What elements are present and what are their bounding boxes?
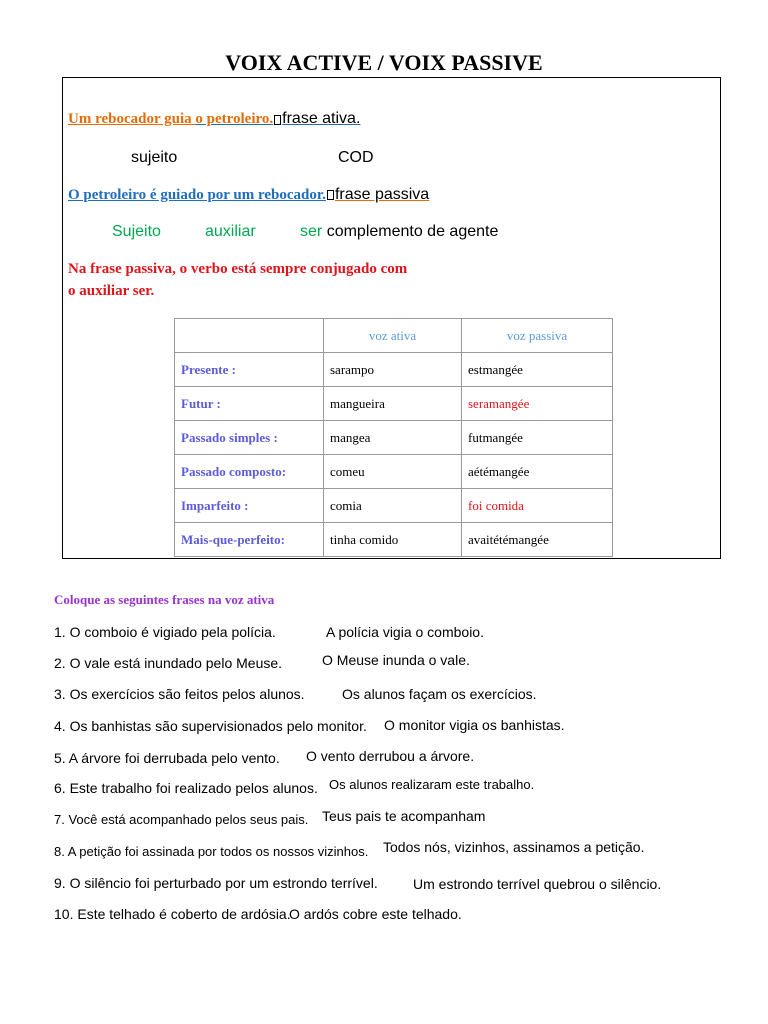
- exercise-answer: A polícia vigia o comboio.: [326, 624, 484, 640]
- label-ser-complemento: [300, 223, 498, 241]
- exercise-answer: O monitor vigia os banhistas.: [384, 717, 565, 733]
- passive-label: frase passiva: [334, 186, 430, 203]
- active-cell: mangueira: [324, 387, 462, 421]
- exercise-answer: Os alunos façam os exercícios.: [342, 686, 537, 702]
- tense-cell: Imparfeito :: [175, 489, 324, 523]
- exercise-answer: Todos nós, vizinhos, assinamos a petição.: [383, 839, 645, 855]
- active-cell: comeu: [324, 455, 462, 489]
- exercise-answer: Os alunos realizaram este trabalho.: [329, 777, 535, 792]
- exercise-answer: O vento derrubou a árvore.: [306, 748, 475, 764]
- label-cod: COD: [338, 149, 374, 166]
- table-row: [175, 421, 613, 455]
- tense-cell: Futur :: [175, 387, 324, 421]
- label-auxiliar: auxiliar: [205, 223, 256, 240]
- rule-line-1: Na frase passiva, o verbo está sempre conjugado com: [68, 261, 408, 277]
- exercise-question: 8. A petição foi assinada por todos os nossos vizinhos.: [54, 844, 369, 859]
- active-cell: comia: [324, 489, 462, 523]
- table-row: [175, 455, 613, 489]
- passive-cell: futmangée: [462, 421, 613, 455]
- active-sentence: [68, 110, 360, 128]
- arrow-icon: [274, 115, 281, 125]
- active-cell: mangea: [324, 421, 462, 455]
- exercise-question: 6. Este trabalho foi realizado pelos alunos.: [54, 780, 318, 796]
- tense-cell: Presente :: [175, 353, 324, 387]
- exercise-question: 7. Você está acompanhado pelos seus pais.: [54, 812, 309, 827]
- rule-line-2: o auxiliar ser.: [68, 283, 155, 299]
- passive-cell: estmangée: [462, 353, 613, 387]
- exercise-question: 4. Os banhistas são supervisionados pelo monitor.: [54, 718, 367, 734]
- passive-cell: foi comida: [462, 489, 613, 523]
- label-sujeito-2: Sujeito: [112, 223, 161, 240]
- passive-text: O petroleiro é guiado por um rebocador.: [68, 187, 326, 203]
- table-header-row: [175, 319, 613, 353]
- page-title: VOIX ACTIVE / VOIX PASSIVE: [225, 50, 543, 75]
- table-header-cell: voz ativa: [324, 319, 462, 353]
- label-ser: ser: [300, 223, 323, 240]
- tense-cell: Passado simples :: [175, 421, 324, 455]
- table-header-cell: [175, 319, 324, 353]
- arrow-icon: [327, 190, 334, 200]
- tense-cell: Mais-que-perfeito:: [175, 523, 324, 557]
- passive-cell: aétémangée: [462, 455, 613, 489]
- exercise-question: 10. Este telhado é coberto de ardósia.: [54, 906, 291, 922]
- passive-cell: avaitétémangée: [462, 523, 613, 557]
- exercise-instruction: Coloque as seguintes frases na voz ativa: [54, 592, 275, 607]
- exercise-answer: Teus pais te acompanham: [322, 808, 486, 824]
- exercise-question: 9. O silêncio foi perturbado por um estrondo terrível.: [54, 875, 378, 891]
- table-header-cell: voz passiva: [462, 319, 613, 353]
- active-cell: sarampo: [324, 353, 462, 387]
- label-complemento: complemento de agente: [326, 223, 499, 240]
- table-row: [175, 523, 613, 557]
- active-label: frase ativa.: [282, 110, 361, 127]
- label-sujeito: sujeito: [131, 149, 178, 166]
- exercise-question: 1. O comboio é vigiado pela polícia.: [54, 624, 276, 640]
- active-object: o petroleiro.: [195, 111, 274, 127]
- tense-cell: Passado composto:: [175, 455, 324, 489]
- passive-sentence: [68, 186, 429, 204]
- exercise-answer: Um estrondo terrível quebrou o silêncio.: [413, 876, 662, 892]
- exercise-answer: O Meuse inunda o vale.: [322, 652, 470, 668]
- active-subject: Um rebocador guia: [68, 111, 196, 127]
- table-row: [175, 489, 613, 523]
- passive-cell: seramangée: [462, 387, 613, 421]
- exercise-question: 5. A árvore foi derrubada pelo vento.: [54, 750, 280, 766]
- exercise-question: 3. Os exercícios são feitos pelos alunos.: [54, 686, 305, 702]
- exercise-answer: O ardós cobre este telhado.: [289, 906, 462, 922]
- active-cell: tinha comido: [324, 523, 462, 557]
- table-row: [175, 387, 613, 421]
- exercise-question: 2. O vale está inundado pelo Meuse.: [54, 655, 283, 671]
- conjugation-table: [174, 318, 613, 557]
- table-row: [175, 353, 613, 387]
